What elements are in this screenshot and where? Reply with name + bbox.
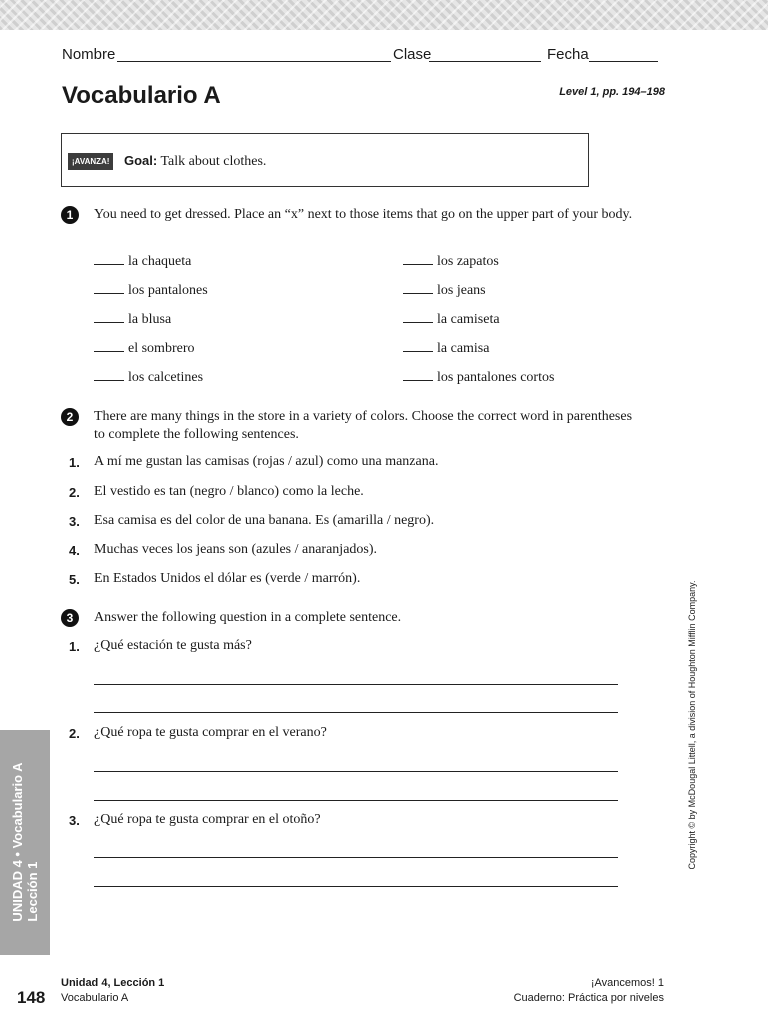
answer-blank[interactable] — [403, 351, 433, 352]
question-text: ¿Qué ropa te gusta comprar en el verano? — [94, 725, 327, 740]
copyright-notice: Copyright © by McDougal Littell, a division of Houghton Mifflin Company. — [687, 580, 697, 870]
item-label: los jeans — [437, 283, 486, 298]
footer-right — [514, 976, 664, 1006]
answer-blank[interactable] — [94, 322, 124, 323]
side-tab-text — [10, 762, 40, 921]
answer-line[interactable] — [94, 712, 618, 713]
list-item[interactable] — [94, 254, 191, 270]
page-number: 148 — [17, 988, 46, 1007]
question-text: ¿Qué ropa te gusta comprar en el otoño? — [94, 812, 321, 827]
list-item[interactable] — [94, 312, 171, 328]
question-number: 2. — [69, 726, 80, 741]
fecha-label: Fecha — [547, 46, 589, 63]
section-2-number: 2 — [61, 408, 79, 426]
question-number: 4. — [69, 543, 80, 558]
list-item[interactable] — [403, 370, 554, 386]
footer-book-title: ¡Avancemos! 1 — [590, 977, 664, 989]
question-number: 1. — [69, 455, 80, 470]
item-label: la chaqueta — [128, 254, 192, 269]
footer-left — [61, 976, 164, 1006]
answer-blank[interactable] — [94, 351, 124, 352]
answer-line[interactable] — [94, 684, 618, 685]
clase-label: Clase — [393, 46, 432, 63]
question-text: Muchas veces los jeans son (azules / anaranjados). — [94, 542, 378, 557]
section-3-instructions: Answer the following question in a complete sentence. — [94, 610, 402, 625]
goal-box — [61, 133, 589, 187]
item-label: los pantalones — [128, 283, 208, 298]
page-title: Vocabulario A — [62, 82, 221, 109]
item-label: los pantalones cortos — [437, 370, 555, 385]
goal-text — [124, 153, 266, 170]
question-text: En Estados Unidos el dólar es (verde / marrón). — [94, 571, 361, 586]
level-reference: Level 1, pp. 194–198 — [559, 86, 665, 98]
list-item[interactable] — [403, 312, 500, 328]
answer-blank[interactable] — [403, 264, 433, 265]
answer-line[interactable] — [94, 886, 618, 887]
section-1-number: 1 — [61, 206, 79, 224]
decorative-header-band — [0, 0, 768, 30]
list-item[interactable] — [403, 341, 489, 357]
question-number: 1. — [69, 639, 80, 654]
list-item[interactable] — [94, 341, 194, 357]
question-text: Esa camisa es del color de una banana. Es (amarilla / negro). — [94, 513, 435, 528]
question-number: 3. — [69, 514, 80, 529]
question-text: A mí me gustan las camisas (rojas / azul) como una manzana. — [94, 454, 439, 469]
section-3-number: 3 — [61, 609, 79, 627]
item-label: los zapatos — [437, 254, 499, 269]
answer-blank[interactable] — [94, 264, 124, 265]
list-item[interactable] — [94, 370, 203, 386]
question-number: 3. — [69, 813, 80, 828]
unit-side-tab — [0, 730, 50, 955]
answer-blank[interactable] — [403, 380, 433, 381]
list-item[interactable] — [403, 283, 486, 299]
nombre-label: Nombre — [62, 46, 116, 63]
question-text: El vestido es tan (negro / blanco) como la leche. — [94, 484, 364, 499]
section-1-instructions: You need to get dressed. Place an “x” next to those items that go on the upper part of your body. — [94, 207, 633, 222]
avanza-badge: ¡AVANZA! — [68, 153, 113, 170]
item-label: la blusa — [128, 312, 172, 327]
footer-unit: Unidad 4, Lección 1 — [61, 977, 165, 989]
answer-line[interactable] — [94, 800, 618, 801]
nombre-field[interactable] — [117, 61, 391, 62]
side-tab-line-2: Lección 1 — [25, 861, 40, 922]
item-label: la camisa — [437, 341, 490, 356]
answer-blank[interactable] — [94, 380, 124, 381]
answer-blank[interactable] — [403, 293, 433, 294]
answer-line[interactable] — [94, 857, 618, 858]
footer-book-subtitle: Cuaderno: Práctica por niveles — [513, 992, 664, 1004]
item-label: el sombrero — [128, 341, 195, 356]
question-number: 5. — [69, 572, 80, 587]
fecha-field[interactable] — [589, 61, 658, 62]
list-item[interactable] — [94, 283, 208, 299]
side-tab-line-1: UNIDAD 4 • Vocabulario A — [10, 762, 25, 922]
section-2-instructions: There are many things in the store in a variety of colors. Choose the correct word in parentheses to complete the following sentences. — [94, 409, 633, 442]
footer-section: Vocabulario A — [61, 992, 129, 1004]
list-item[interactable] — [403, 254, 499, 270]
item-label: los calcetines — [128, 370, 204, 385]
answer-line[interactable] — [94, 771, 618, 772]
answer-blank[interactable] — [94, 293, 124, 294]
goal-description: Talk about clothes. — [160, 154, 267, 169]
clase-field[interactable] — [429, 61, 541, 62]
question-number: 2. — [69, 485, 80, 500]
answer-blank[interactable] — [403, 322, 433, 323]
question-text: ¿Qué estación te gusta más? — [94, 638, 252, 653]
item-label: la camiseta — [437, 312, 500, 327]
goal-label: Goal: — [124, 153, 158, 168]
